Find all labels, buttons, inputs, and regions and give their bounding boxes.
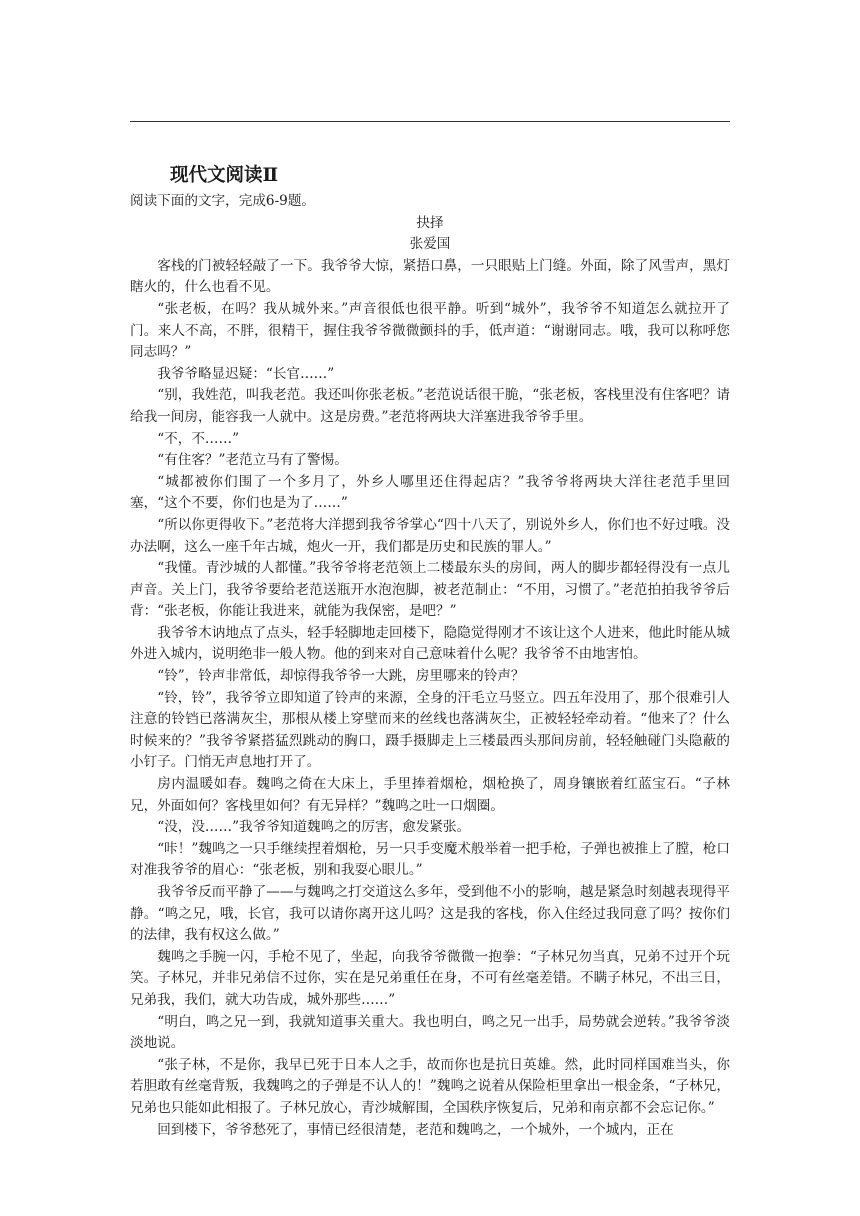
paragraph: “明白，鸣之兄一到，我就知道事关重大。我也明白，鸣之兄一出手，局势就会逆转。”我爷爷淡淡地说。 (130, 1013, 730, 1052)
paragraph: “所以你更得收下。”老范将大洋摁到我爷爷掌心“四十八天了，别说外乡人，你们也不好过哦。没办法啊，这么一座千年古城，炮火一开，我们都是历史和民族的罪人。” (130, 516, 730, 555)
paragraph: “咔！”魏鸣之一只手继续捏着烟枪，另一只手变魔术般举着一把手枪，子弹也被推上了膛，枪口对准我爷爷的眉心：“张老板，别和我耍心眼儿。” (130, 840, 730, 879)
instruction-text: 阅读下面的文字，完成6-9题。 (130, 193, 316, 209)
paragraph: 房内温暖如春。魏鸣之倚在大床上，手里捧着烟枪，烟枪换了，周身镶嵌着红蓝宝石。“子林兄，外面如何？客栈里如何？有无异样？”魏鸣之吐一口烟圈。 (130, 776, 730, 814)
paragraph: “张子林，不是你，我早已死于日本人之手，故而你也是抗日英雄。然，此时同样国难当头，你若胆敢有丝毫背叛，我魏鸣之的子弹是不认人的！”魏鸣之说着从保险柜里拿出一根金条，“子林兄，兄弟也只能如此相报了。子林兄放心，青沙城解围，全国秩序恢复后，兄弟和南京都不会忘记你。” (130, 1056, 730, 1116)
paragraph: 我爷爷反而平静了——与魏鸣之打交道这么多年，受到他不小的影响，越是紧急时刻越表现得平静。“鸣之兄，哦，长官，我可以请你离开这儿吗？这是我的客栈，你入住经过我同意了吗？按你们的法律，我有权这么做。” (130, 884, 730, 944)
paragraph: “别，我姓范，叫我老范。我还叫你张老板。”老范说话很干脆，“张老板，客栈里没有住客吧？请给我一间房，能容我一人就中。这是房费。”老范将两块大洋塞进我爷爷手里。 (130, 387, 730, 425)
story-title: 抉择 (416, 214, 444, 231)
header-rule (130, 121, 730, 122)
paragraph: “城都被你们围了一个多月了，外乡人哪里还住得起店？”我爷爷将两块大洋往老范手里回塞，“这个不要，你们也是为了……” (130, 473, 730, 512)
paragraph: “不，不……” (157, 430, 240, 447)
paragraph: “我懂。青沙城的人都懂。”我爷爷将老范领上二楼最东头的房间，两人的脚步都轻得没有一点儿声音。关上门，我爷爷要给老范送瓶开水泡泡脚，被老范制止：“不用，习惯了。”老范拍拍我爷爷后背：“张老板，你能让我进来，就能为我保密，是吧？” (130, 560, 730, 620)
paragraph: 客栈的门被轻轻敲了一下。我爷爷大惊，紧捂口鼻，一只眼贴上门缝。外面，除了风雪声，黑灯瞎火的，什么也看不见。 (130, 257, 730, 296)
section-title: 现代文阅读Ⅱ (170, 165, 279, 186)
paragraph: 我爷爷木讷地点了点头，轻手轻脚地走回楼下，隐隐觉得刚才不该让这个人进来，他此时能从城外进入城内，说明绝非一般人物。他的到来对自己意味着什么呢？我爷爷不由地害怕。 (130, 624, 730, 663)
document-body (130, 163, 730, 1141)
paragraph: 我爷爷略显迟疑：“长官……” (157, 365, 335, 382)
paragraph: “有住客？”老范立马有了警惕。 (157, 452, 348, 469)
paragraph: “铃，铃”，我爷爷立即知道了铃声的来源，全身的汗毛立马竖立。四五年没用了，那个很难引人注意的铃铛已落满灰尘，那根从楼上穿壁而来的丝线也落满灰尘，正被轻轻牵动着。“他来了？什么时候来的？”我爷爷紧搭猛烈跳动的胸口，蹑手摄脚走上三楼最西头那间房前，轻轻触碰门头隐蔽的小钉子。门悄无声息地打开了。 (130, 689, 730, 771)
paragraph: “没，没……”我爷爷知道魏鸣之的厉害，愈发紧张。 (157, 819, 471, 836)
paragraph: 回到楼下，爷爷愁死了，事情已经很清楚，老范和魏鸣之，一个城外，一个城内，正在 (157, 1121, 674, 1138)
paragraph: 魏鸣之手腕一闪，手枪不见了，坐起，向我爷爷微微一抱拳：“子林兄勿当真，兄弟不过开个玩笑。子林兄，并非兄弟信不过你，实在是兄弟重任在身，不可有丝毫差错。不瞒子林兄，不出三日，兄弟我，我们，就大功告成，城外那些……” (130, 948, 730, 1008)
author-name: 张爱国 (409, 236, 451, 253)
paragraph: “张老板，在吗？我从城外来。”声音很低也很平静。听到“城外”，我爷爷不知道怎么就拉开了门。来人不高，不胖，很精干，握住我爷爷微微颤抖的手，低声道：“谢谢同志。哦，我可以称呼您同志吗？” (130, 300, 730, 361)
paragraph: “铃”，铃声非常低，却惊得我爷爷一大跳，房里哪来的铃声？ (157, 668, 525, 685)
